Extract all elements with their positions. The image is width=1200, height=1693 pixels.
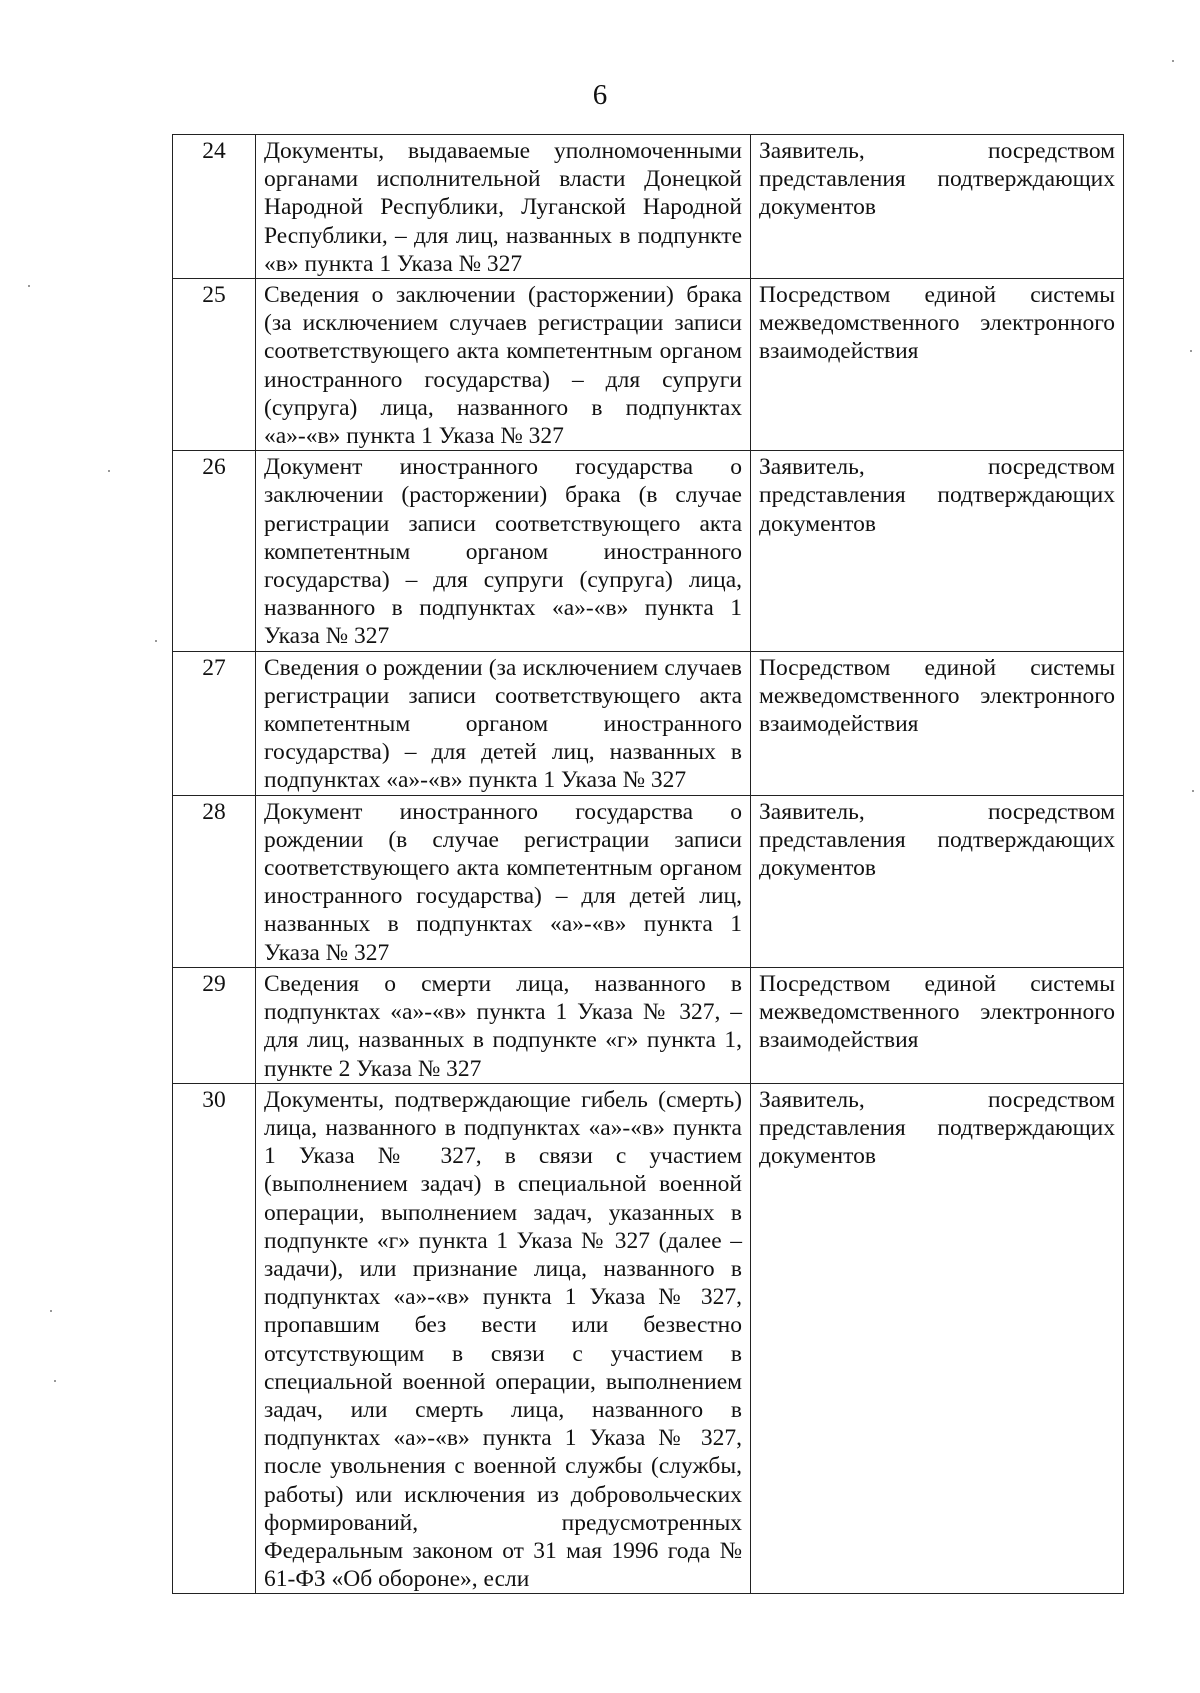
page-number: 6 — [592, 79, 608, 111]
table-row — [173, 135, 1124, 279]
scan-speck — [1190, 350, 1192, 352]
row-number: 26 — [173, 451, 256, 651]
row-number: 28 — [173, 795, 256, 967]
document-name-cell: Документы, подтверждающие гибель (смерть) лица, названного в подпунктах «а»-«в» пункта 1 Указа № 327, в связи с участием (выполнением задач) в специальной военной операции, выполнением задач, указанных в подпункте «г» пункта 1 Указа № 327 (далее – задачи), или признание лица, названного в подпунктах «а»-«в» пункта 1 Указа № 327, пропавшим без вести или безвестно отсутствующим в связи с участием в специальной военной операции, выполнением задач, или смерть лица, названного в подпунктах «а»-«в» пункта 1 Указа № 327, после увольнения с военной службы (службы, работы) или исключения из добровольческих формирований, предусмотренных Федеральным законом от 31 мая 1996 года № 61-ФЗ «Об обороне», если — [256, 1083, 751, 1594]
row-number: 24 — [173, 135, 256, 279]
submission-method-cell: Посредством единой системы межведомственного электронного взаимодействия — [751, 651, 1124, 795]
table-row — [173, 651, 1124, 795]
row-number: 25 — [173, 279, 256, 451]
table-row — [173, 967, 1124, 1083]
document-name-cell: Сведения о смерти лица, названного в подпунктах «а»-«в» пункта 1 Указа № 327, – для лиц, названных в подпункте «г» пункта 1, пункте 2 Указа № 327 — [256, 967, 751, 1083]
row-number: 30 — [173, 1083, 256, 1594]
scan-speck — [50, 1310, 52, 1312]
document-name-cell: Сведения о рождении (за исключением случаев регистрации записи соответствующего акта компетентным органом иностранного государства) – для детей лиц, названных в подпунктах «а»-«в» пункта 1 Указа № 327 — [256, 651, 751, 795]
submission-method-cell: Посредством единой системы межведомственного электронного взаимодействия — [751, 967, 1124, 1083]
table-row — [173, 279, 1124, 451]
scan-speck — [108, 470, 110, 472]
row-number: 27 — [173, 651, 256, 795]
scan-speck — [28, 285, 30, 287]
document-name-cell: Документ иностранного государства о рождении (в случае регистрации записи соответствующего акта компетентным органом иностранного государства) – для детей лиц, названных в подпунктах «а»-«в» пункта 1 Указа № 327 — [256, 795, 751, 967]
document-table — [172, 134, 1124, 1594]
scan-speck — [1192, 790, 1194, 792]
table-row — [173, 451, 1124, 651]
submission-method-cell: Заявитель, посредством представления подтверждающих документов — [751, 1083, 1124, 1594]
document-name-cell: Сведения о заключении (расторжении) брака (за исключением случаев регистрации записи соответствующего акта компетентным органом иностранного государства) – для супруги (супруга) лица, названного в подпунктах «а»-«в» пункта 1 Указа № 327 — [256, 279, 751, 451]
submission-method-cell: Заявитель, посредством представления подтверждающих документов — [751, 795, 1124, 967]
scan-speck — [54, 1380, 56, 1382]
document-name-cell: Документ иностранного государства о заключении (расторжении) брака (в случае регистрации записи соответствующего акта компетентным органом иностранного государства) – для супруги (супруга) лица, названного в подпунктах «а»-«в» пункта 1 Указа № 327 — [256, 451, 751, 651]
scan-speck — [1172, 60, 1174, 62]
table-row — [173, 1083, 1124, 1594]
table-row — [173, 795, 1124, 967]
row-number: 29 — [173, 967, 256, 1083]
submission-method-cell: Посредством единой системы межведомственного электронного взаимодействия — [751, 279, 1124, 451]
submission-method-cell: Заявитель, посредством представления подтверждающих документов — [751, 135, 1124, 279]
submission-method-cell: Заявитель, посредством представления подтверждающих документов — [751, 451, 1124, 651]
document-name-cell: Документы, выдаваемые уполномоченными органами исполнительной власти Донецкой Народной Республики, Луганской Народной Республики, – для лиц, названных в подпункте «в» пункта 1 Указа № 327 — [256, 135, 751, 279]
scan-speck — [155, 640, 157, 642]
